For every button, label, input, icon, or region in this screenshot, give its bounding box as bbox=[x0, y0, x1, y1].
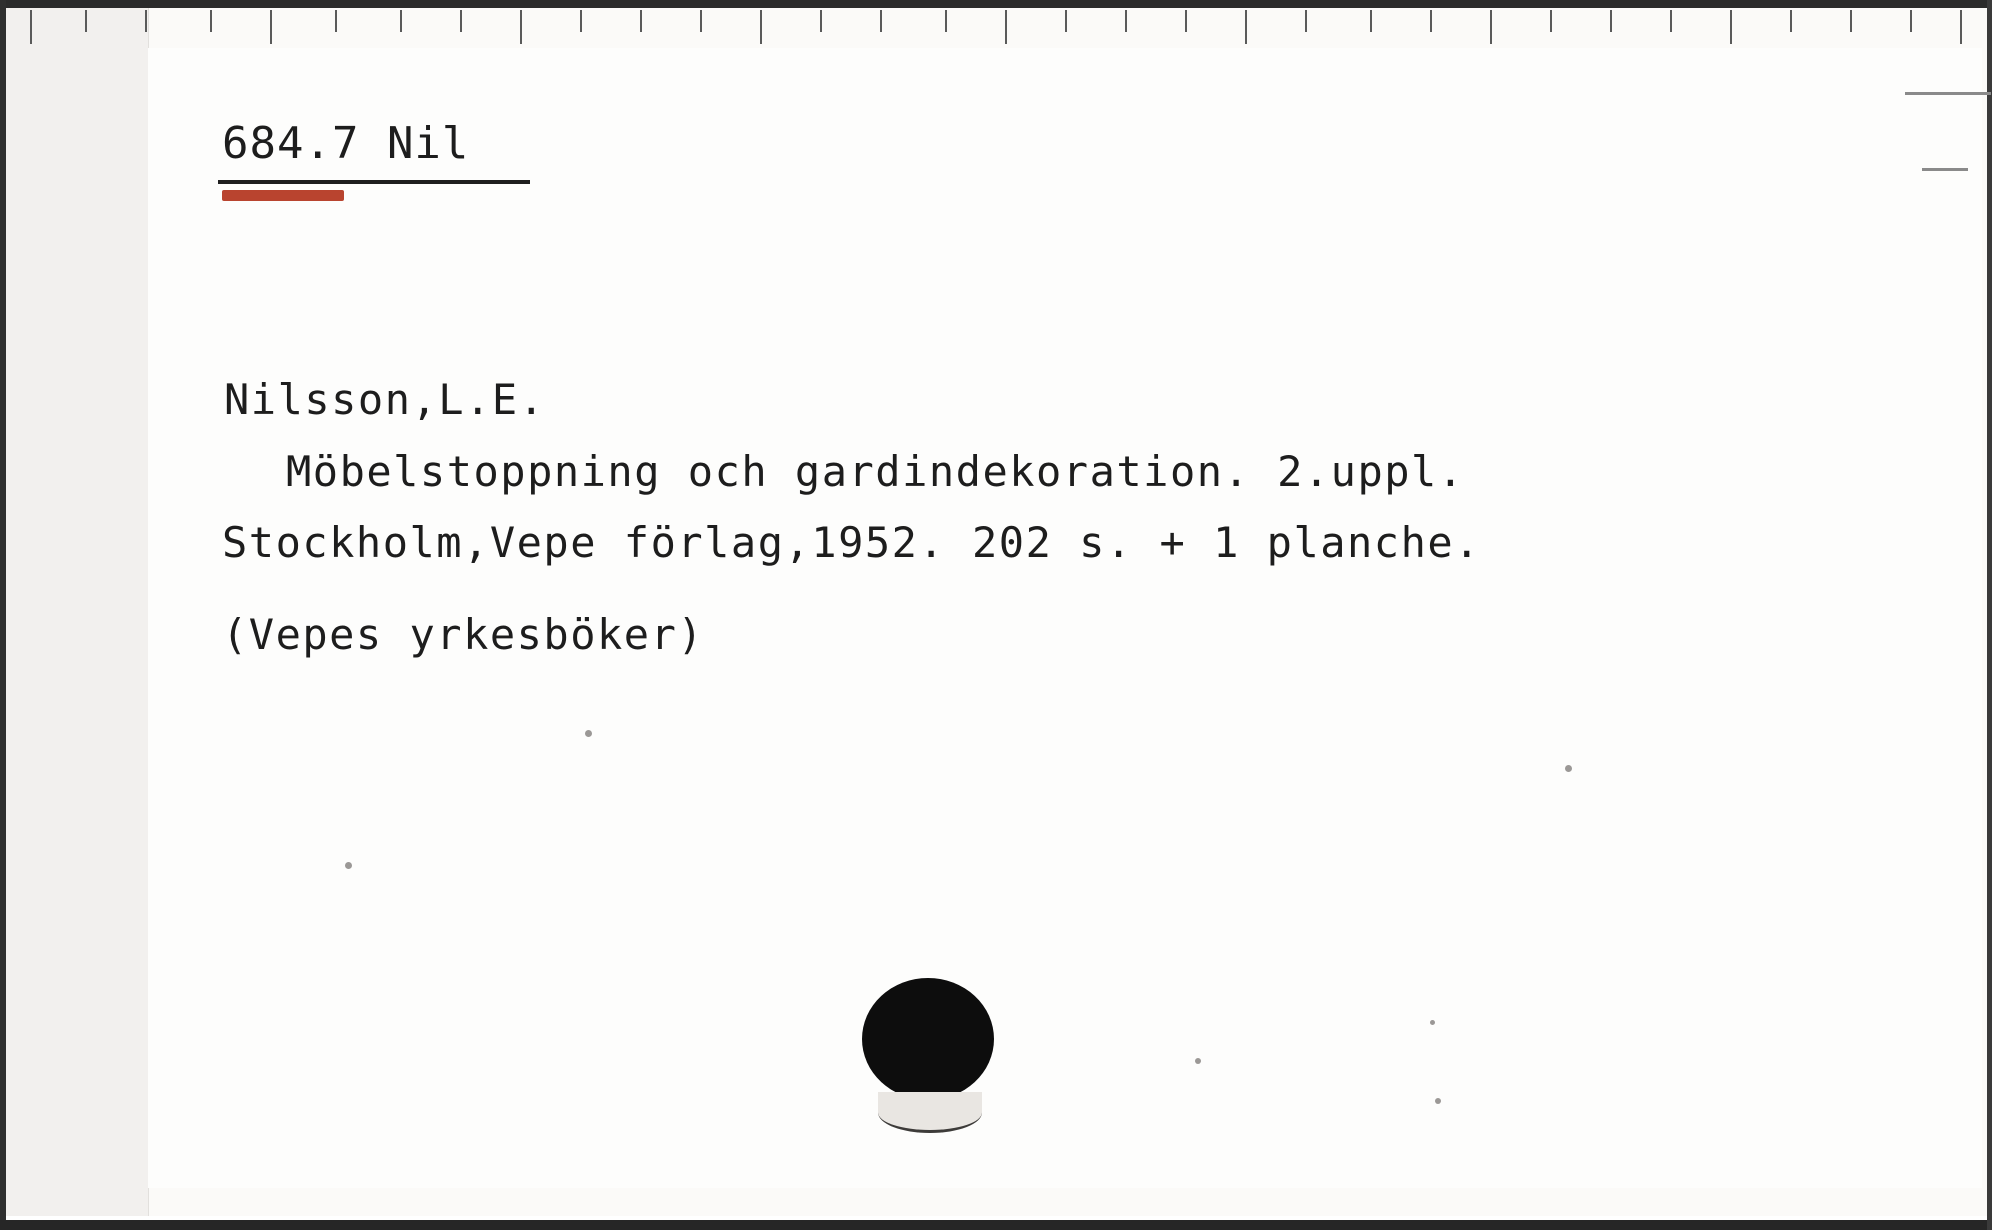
call-number-red-underline bbox=[222, 190, 344, 201]
title-line: Möbelstoppning och gardindekoration. 2.uppl. bbox=[286, 447, 1465, 496]
author-line: Nilsson,L.E. bbox=[224, 375, 546, 424]
paper-speck bbox=[585, 730, 592, 737]
paper-speck bbox=[1195, 1058, 1201, 1064]
paper-speck bbox=[345, 862, 352, 869]
series-line: (Vepes yrkesböker) bbox=[222, 610, 705, 659]
punch-hole bbox=[862, 978, 994, 1100]
paper-speck bbox=[1565, 765, 1572, 772]
paper-speck bbox=[1435, 1098, 1441, 1104]
punch-hole-shadow bbox=[878, 1092, 982, 1133]
imprint-line: Stockholm,Vepe förlag,1952. 202 s. + 1 planche. bbox=[222, 518, 1481, 567]
call-number: 684.7 Nil bbox=[222, 118, 470, 169]
paper-speck bbox=[1430, 1020, 1435, 1025]
call-number-underline bbox=[218, 180, 530, 184]
